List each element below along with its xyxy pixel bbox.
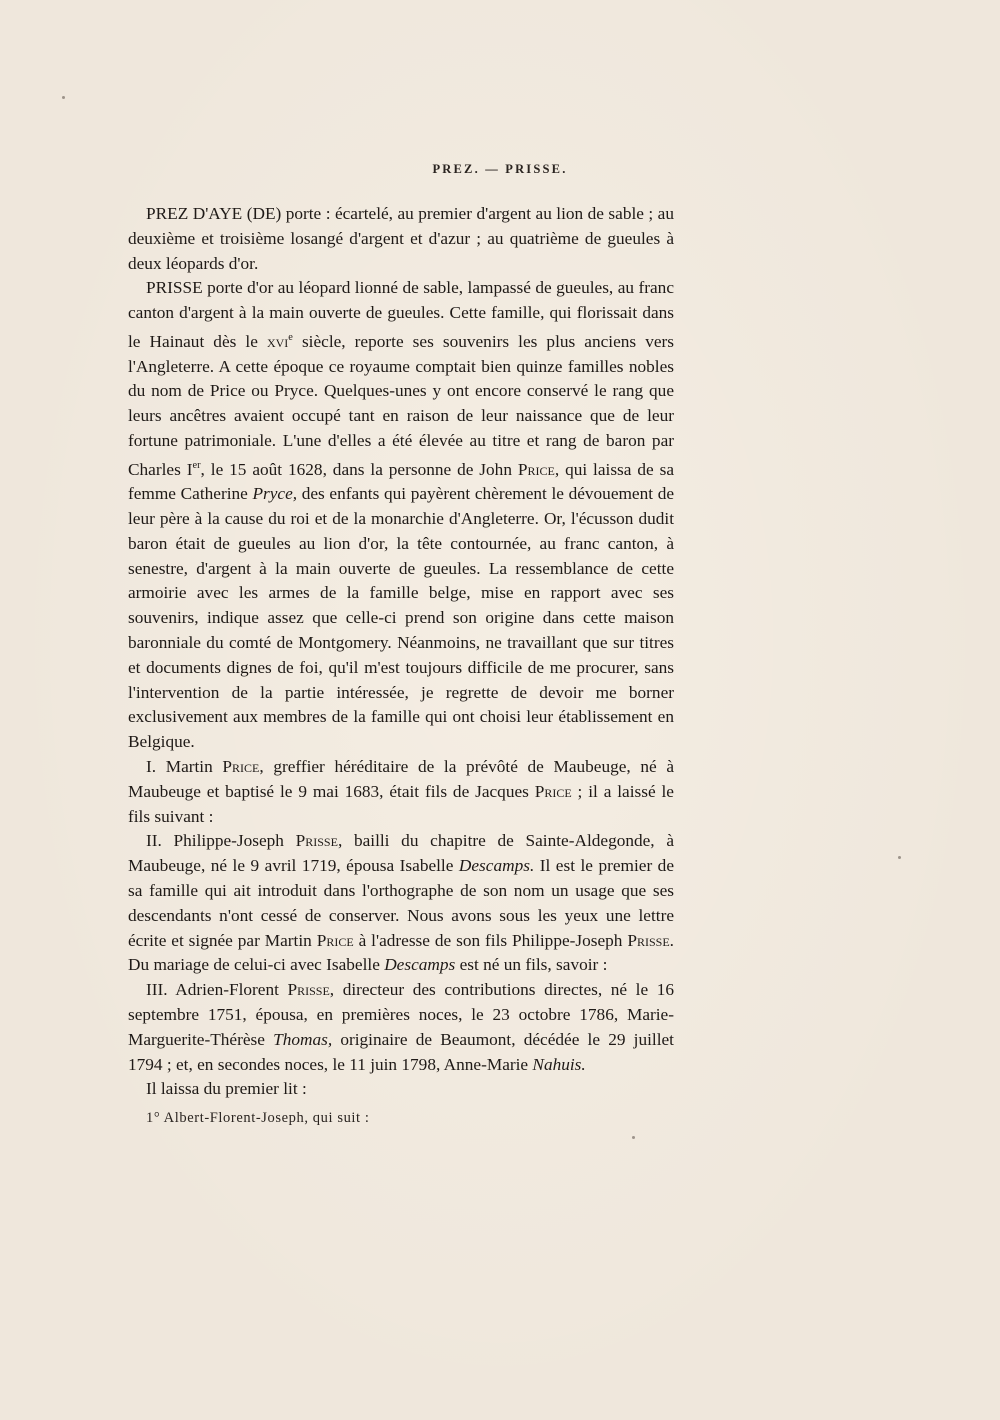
paper-speck [62,96,65,99]
text-run: PREZ D'AYE (DE) porte : écartelé, au premier d'argent au lion de sable ; au deuxième et troisième losangé d'argent et d'azur ; au quatrième de gueules à deux léopards d'or. [128,204,674,273]
text-run: , bailli du chapitre de Sainte-Aldegonde, à Maubeuge, né le 9 avril 1719, épousa Isabelle [128,831,674,876]
running-head: PREZ. — PRISSE. [432,162,568,176]
small-caps-name: Price [517,459,555,479]
text-run: . Du mariage de celui-ci avec Isabelle [128,930,674,975]
text-run: Il laissa du premier lit : [146,1079,307,1099]
italic-surname: Descamps. [458,856,535,876]
superscript: e [288,331,293,343]
italic-surname: Pryce, [252,484,298,504]
child-list-item: 1° Albert-Florent-Joseph, qui suit : [146,1110,370,1126]
text-run: , le 15 août 1628, dans la personne de John [200,459,518,479]
text-run: II. Philippe-Joseph [146,831,296,851]
text-run: , greffier héréditaire de la prévôté de Maubeuge, né à Maubeuge et baptisé le 9 mai 1683, était fils de Jacques [128,757,674,801]
issue-line [128,1077,674,1102]
text-run: PRISSE porte d'or au léopard lionné de sable, lampassé de gueules, au franc canton d'argent à la main ouverte de gueules. Cette famille, qui florissait dans le Hainaut dès le [128,278,674,351]
text-run: originaire de Beaumont, décédée le 29 juillet 1794 ; et, en secondes noces, le 11 juin 1798, Anne-Marie [128,1029,674,1074]
text-run: ; il a laissé le fils suivant : [128,781,674,826]
text-run: , directeur des contributions directes, né le 16 septembre 1751, épousa, en premières noces, le 23 octobre 1786, Marie-Marguerite-Thérèse [128,980,674,1049]
italic-surname: Descamps [384,955,456,975]
text-run: III. Adrien-Florent [146,980,288,1000]
paper-speck [898,856,901,859]
entry-prez-daye [128,202,674,276]
entry-prisse [128,276,674,755]
text-run: est né un fils, savoir : [455,955,608,975]
paper-speck [632,1136,635,1139]
genealogy-degree-2 [128,829,674,978]
small-caps-name: Price [316,930,354,950]
small-caps-name: Price [534,781,572,801]
italic-surname: Nahuis. [532,1054,586,1074]
text-run: , qui laissa de sa femme Catherine [128,459,674,504]
small-caps-name: Prisse [627,930,670,950]
text-run: siècle, reporte ses souvenirs les plus anciens vers l'Angleterre. A cette époque ce royaume comptait bien quinze familles nobles du nom de Price ou Pryce. Quelques-unes y ont encore conservé le rang que leurs ancêtres avaient occupé tant en raison de leur naissance que de leur fortune patrimoniale. L'une d'elles a été élevée au titre et rang de baron par Charles I [128,331,674,479]
text-run: Il est le premier de sa famille qui ait introduit dans l'orthographe de son nom un usage que ses descendants n'ont cessé de conserver. Nous avons sous les yeux une lettre écrite et signée par Martin [128,856,674,950]
small-caps-name: Price [222,757,260,777]
genealogy-degree-1 [128,755,674,829]
small-caps-name: Prisse [295,831,338,851]
text-run: des enfants qui payèrent chèrement le dévouement de leur père à la cause du roi et de la monarchie d'Angleterre. Or, l'écusson dudit baron était de gueules au lion d'or, la tête contournée, au franc canton, à senestre, d'argent à la main ouverte de gueules. La ressemblance de cette armoirie avec les armes de la famille belge, mise en rapport avec ses souvenirs, indique assez que celle-ci prend son origine dans cette maison baronniale du comté de Montgomery. Néanmoins, ne travaillant que sur titres et documents dignes de foi, qu'il m'est toujours difficile de me procurer, sans l'intervention de la partie intéressée, je regrette de devoir me borner exclusivement aux membres de la famille qui ont choisi leur établissement en Belgique. [128,484,675,752]
text-run: à l'adresse de son fils Philippe-Joseph [353,930,628,950]
body-text [128,202,674,1102]
text-run: I. Martin [146,757,223,777]
genealogy-degree-3 [128,978,674,1077]
superscript: er [192,459,201,471]
small-caps-name: Prisse [287,980,330,1000]
italic-surname: Thomas, [273,1029,333,1049]
small-caps-name: xvi [266,331,289,351]
